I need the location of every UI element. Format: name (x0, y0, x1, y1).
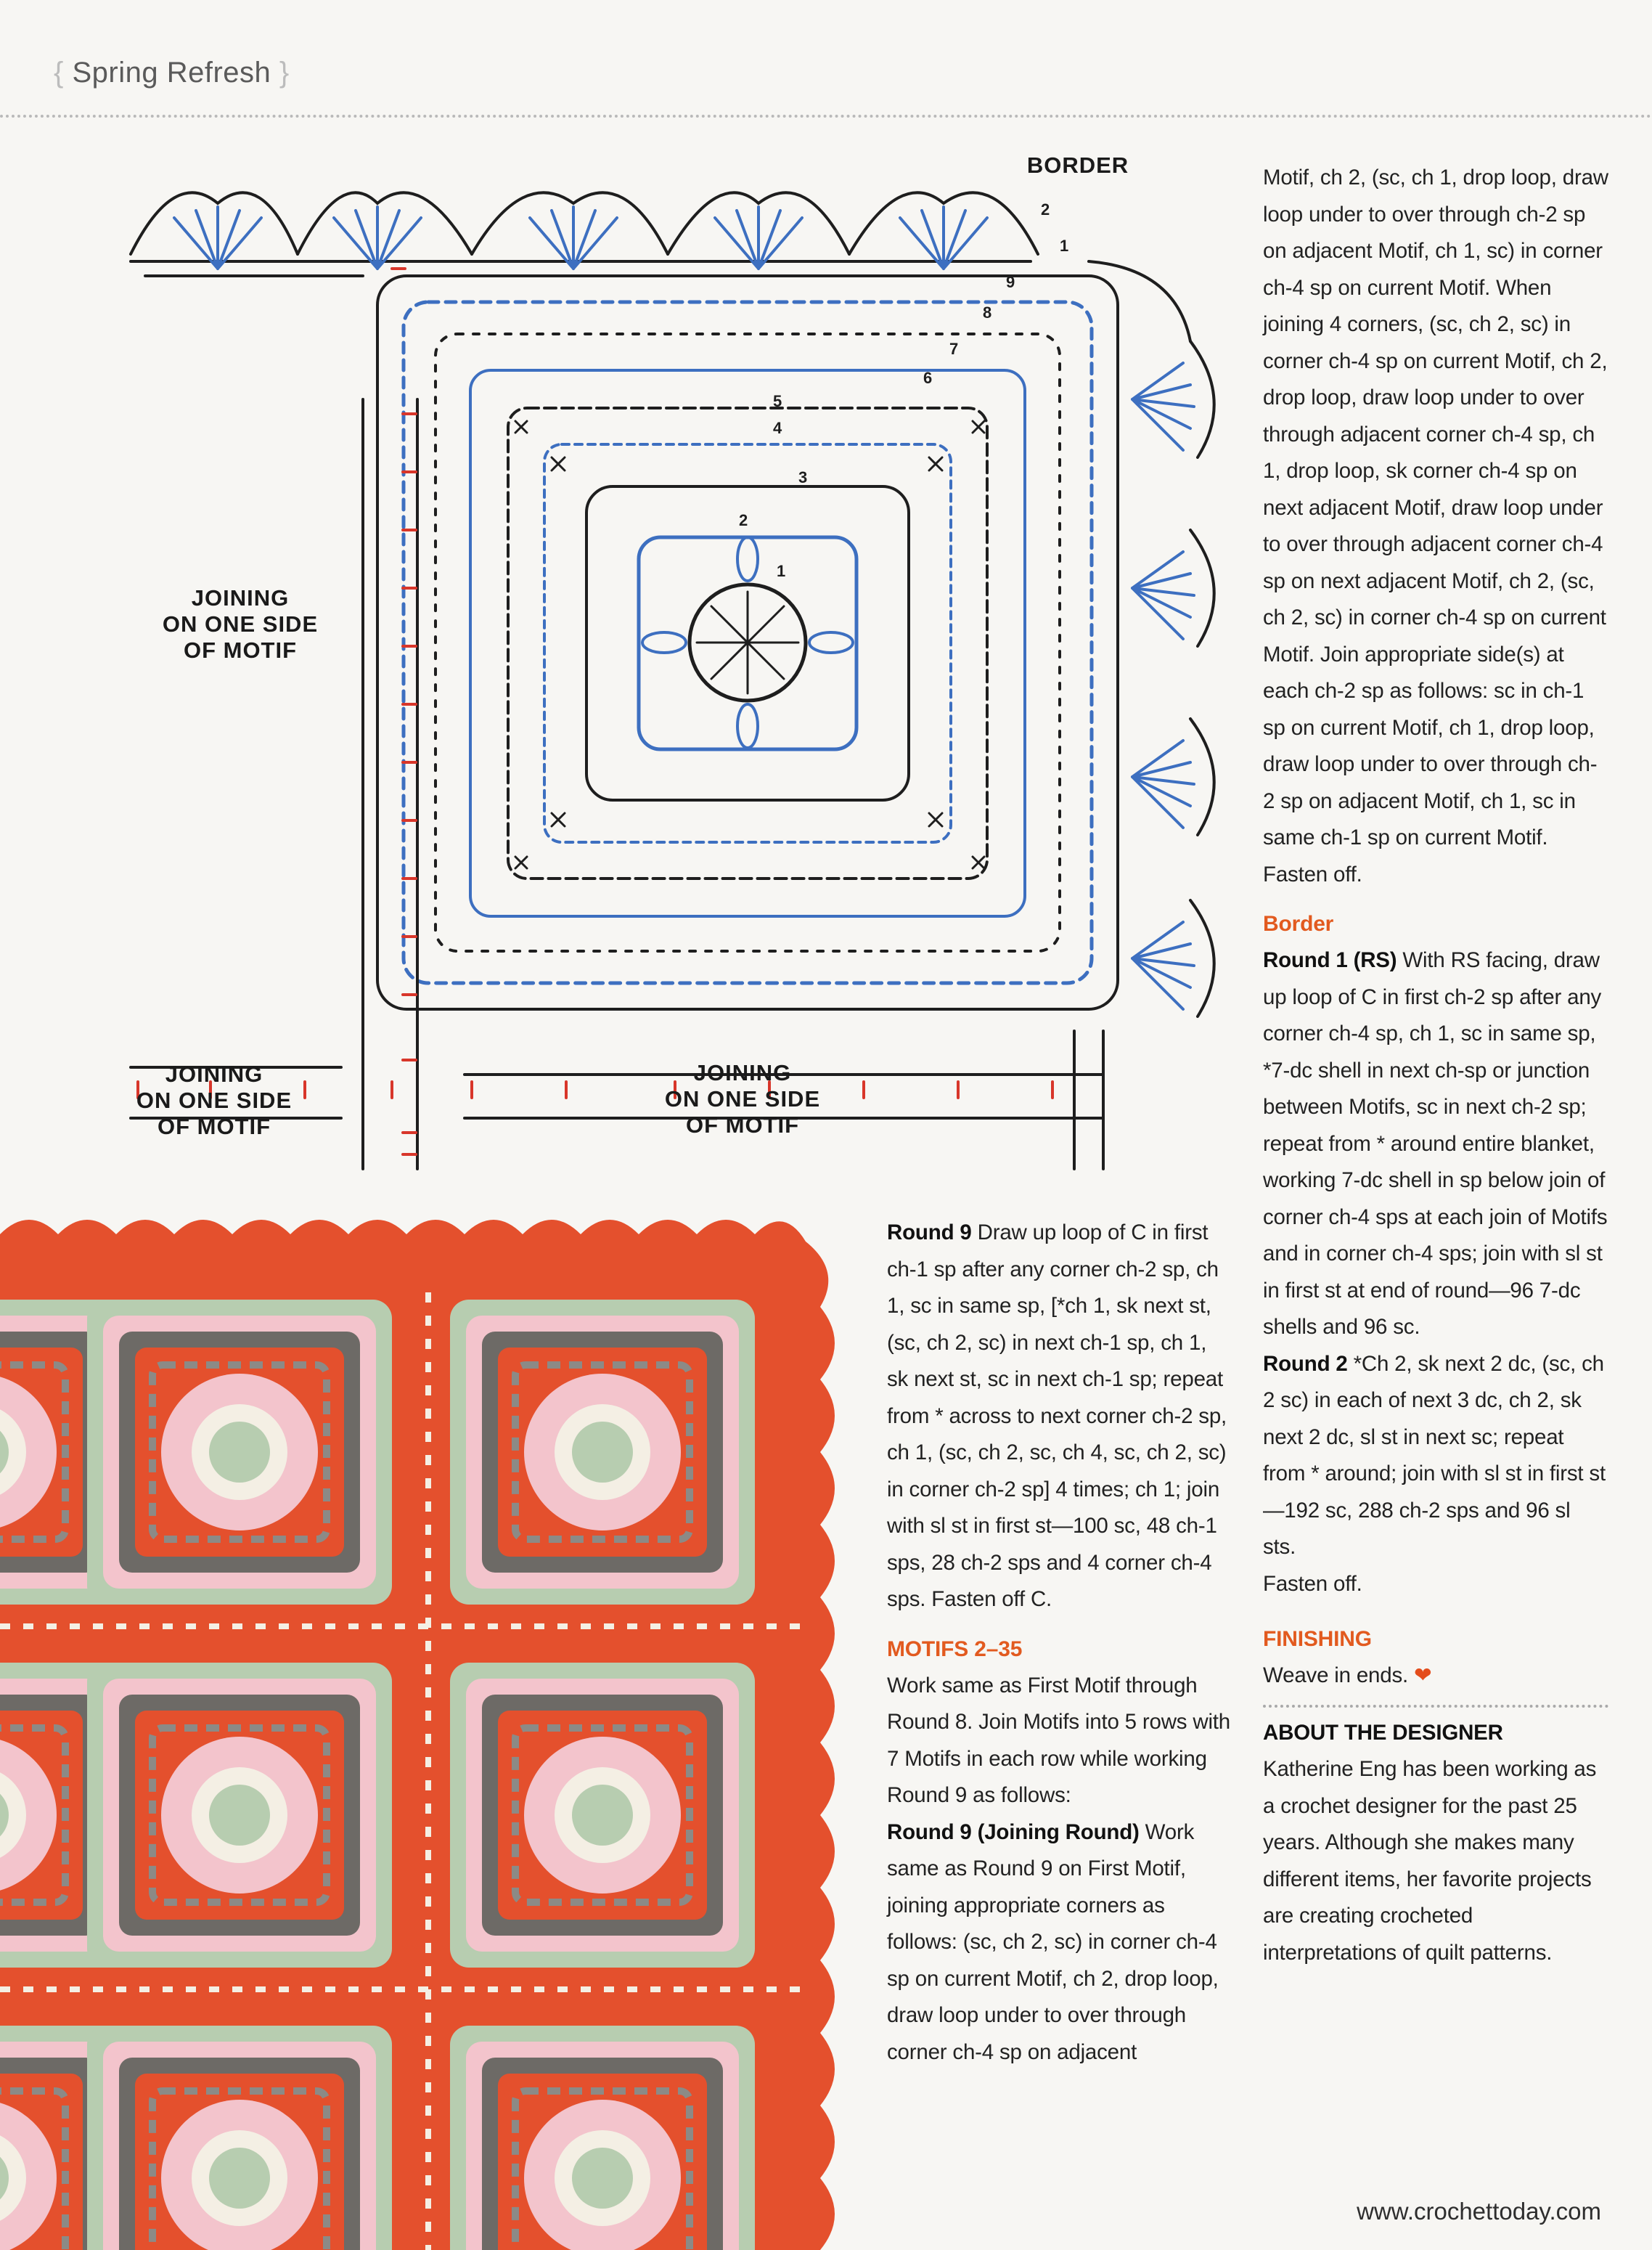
border-round-2-title: Round 2 (1263, 1351, 1348, 1376)
finishing-heading: FINISHING (1263, 1627, 1372, 1651)
joining-continued-text: Motif, ch 2, (sc, ch 1, drop loop, draw loop under to over through ch-2 sp on adjacent Motif, ch 1, sc) in corner ch-4 sp on current Motif. When joining 4 corners, (sc, ch 2, sc) in corner ch-4 sp on current Motif, ch 2, drop loop, draw loop under to over through adjacent corner ch-4 sp, ch 1, drop loop, sk corner ch-4 sp on next adjacent Motif, draw loop under to over through adjacent corner ch-4 sp on next adjacent Motif, ch 2, (sc, ch 2, sc) in corner ch-4 sp on current Motif. Join appropriate side(s) at each ch-2 sp as follows: sc in ch-1 sp on current Motif, ch 1, drop loop, draw loop under to over through ch-2 sp on adjacent Motif, ch 1, sc in same ch-1 sp on current Motif. (1263, 166, 1608, 849)
chart-round-label-4: 4 (773, 419, 782, 437)
chart-round-label-8: 8 (983, 303, 992, 322)
header-divider (0, 115, 1652, 118)
footer-website: www.crochettoday.com (1357, 2198, 1601, 2225)
designer-bio: Katherine Eng has been working as a crochet designer for the past 25 years. Although she makes many different items, her favorite projects are creating crocheted interpretations of quilt patterns. (1263, 1757, 1597, 1965)
chart-border-label: BORDER (1026, 152, 1129, 178)
running-header (54, 57, 290, 89)
border-round-1-title: Round 1 (RS) (1263, 948, 1397, 972)
border-round-1-text: With RS facing, draw up loop of C in first ch-2 sp after any corner ch-4 sp, ch 1, sc in same sp, *7-dc shell in next ch-sp or junction between Motifs, sc in next ch-2 sp; repeat from * around entire blanket, working 7-dc shell in sp below join of corner ch-4 sps at each join of Motifs and in corner ch-4 sps; join with sl st in first st at end of round—96 7-dc shells and 96 sc. (1263, 948, 1608, 1339)
round-9-paragraph (887, 1215, 1232, 1618)
blanket-photo (0, 1205, 849, 2250)
fasten-off-1: Fasten off. (1263, 862, 1362, 886)
chart-joining-label-bottom-left: JOINING ON ONE SIDE OF MOTIF (136, 1061, 293, 1139)
chart-round-label-7: 7 (949, 340, 959, 358)
round-9-title: Round 9 (887, 1220, 972, 1244)
fasten-off-2: Fasten off. (1263, 1571, 1362, 1596)
motifs-text: Work same as First Motif through Round 8. Join Motifs into 5 rows with 7 Motifs in each row while working Round 9 as follows: (887, 1673, 1231, 1807)
chart-round-label-5: 5 (773, 392, 782, 410)
designer-divider (1263, 1705, 1608, 1708)
chart-round-label-6: 6 (923, 369, 933, 387)
designer-heading: ABOUT THE DESIGNER (1263, 1720, 1503, 1745)
chart-border-round-label-2: 2 (1041, 200, 1050, 219)
round-9-text: Draw up loop of C in first ch-1 sp after any corner ch-2 sp, ch 1, sc in same sp, [*ch 1, sk next st, (sc, ch 2, sc) in next ch-1 sp, ch 1, sk next st, sc in next ch-1 sp; repeat from * across to next corner ch-2 sp, ch 1, (sc, ch 2, sc, ch 4, sc, ch 2, sc) in corner ch-2 sp] 4 times; ch 1; join with sl st in first st—100 sc, 48 ch-1 sps, 28 ch-2 sps and 4 corner ch-4 sps. Fasten off C. (887, 1220, 1227, 1611)
chart-round-label-2: 2 (739, 511, 748, 529)
joining-round-title: Round 9 (Joining Round) (887, 1819, 1140, 1844)
header-bracket-left: { (54, 57, 73, 89)
border-round-2-paragraph (1263, 1346, 1608, 1566)
border-heading: Border (1263, 912, 1334, 936)
motifs-heading: MOTIFS 2–35 (887, 1636, 1023, 1661)
header-section: Spring Refresh (72, 57, 271, 89)
chart-round-label-9: 9 (1006, 273, 1015, 291)
chart-round-label-3: 3 (798, 468, 808, 486)
border-round-1-paragraph (1263, 942, 1608, 1346)
finishing-paragraph (1263, 1658, 1608, 1695)
instructions-column-3 (1263, 160, 1608, 1971)
chart-joining-label-bottom-right: JOINING ON ONE SIDE OF MOTIF (664, 1060, 821, 1138)
chart-border-round-label-1: 1 (1060, 237, 1069, 255)
instructions-column-2 (887, 1215, 1232, 2071)
joining-round-text: Work same as Round 9 on First Motif, joining appropriate corners as follows: (sc, ch 2, sc) in corner ch-4 sp on current Motif, ch 2, drop loop, draw loop under to over through corner ch-4 sp on adjacent (887, 1819, 1219, 2064)
header-bracket-right: } (271, 57, 290, 89)
border-round-2-text: *Ch 2, sk next 2 dc, (sc, ch 2 sc) in each of next 3 dc, ch 2, sk next 2 dc, sl st in next sc; repeat from * around; join with sl st in first st—192 sc, 288 ch-2 sps and 96 sl sts. (1263, 1351, 1606, 1559)
joining-round-paragraph (887, 1814, 1232, 2071)
finishing-text: Weave in ends. (1263, 1663, 1408, 1687)
chart-joining-label-left: JOINING ON ONE SIDE OF MOTIF (162, 585, 319, 663)
heart-icon: ❤ (1414, 1663, 1432, 1687)
chart-round-label-1: 1 (777, 562, 786, 580)
